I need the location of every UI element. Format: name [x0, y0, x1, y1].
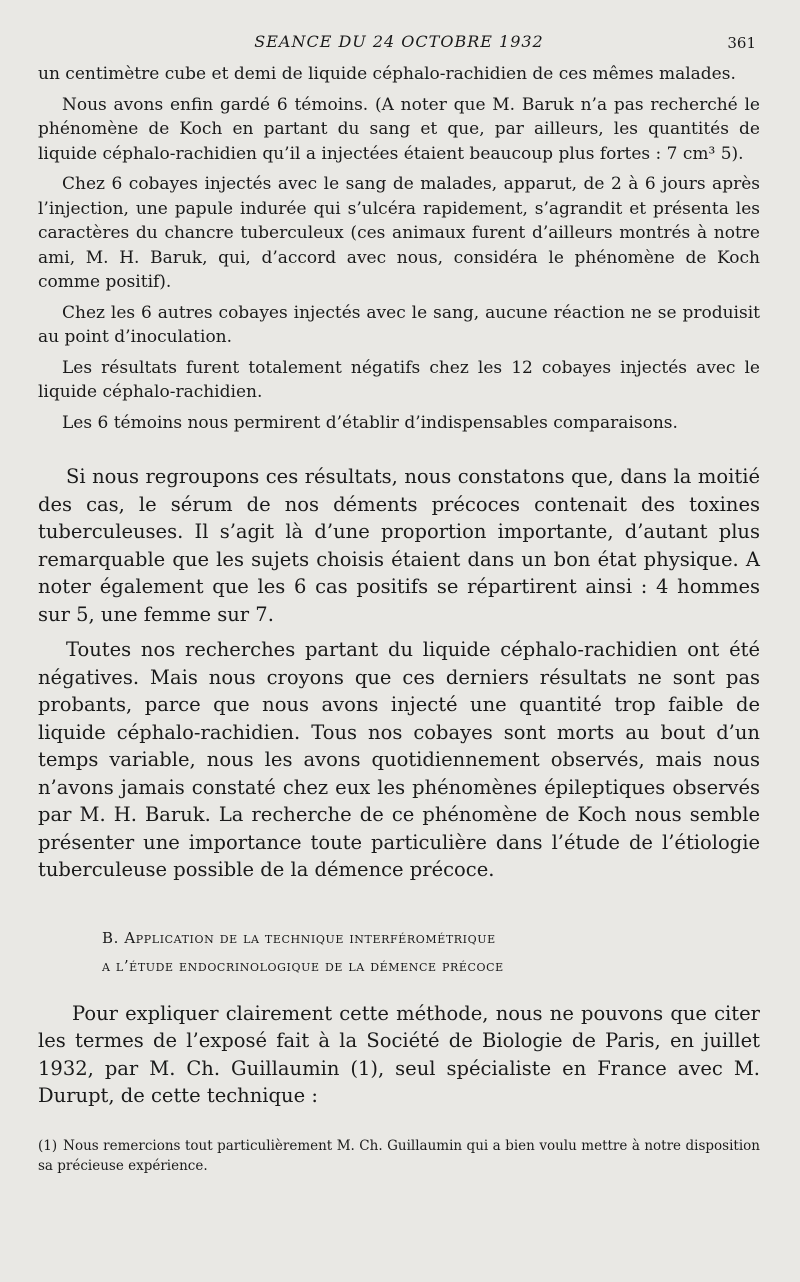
- paragraph: Les résultats furent totalement négatifs chez les 12 cobayes injectés avec le liquide céphalo-rachidien.: [38, 357, 760, 402]
- paragraph: Pour expliquer clairement cette méthode, nous ne pouvons que citer les termes de l’exposé fait à la Société de Biologie de Paris, en juillet 1932, par M. Ch. Guillaumin (1), seul spécialiste en France avec M. Durupt, de cette technique :: [38, 1001, 760, 1107]
- paragraph: Toutes nos recherches partant du liquide céphalo-rachidien ont été négatives. Mais nous croyons que ces derniers résultats ne sont pas probants, parce que nous avons injecté une quantité trop faible de liquide céphalo-rachidien. Tous nos cobayes sont morts au bout d’un temps variable, nous les avons quotidiennement observés, mais nous n’avons jamais constaté chez eux les phénomènes épileptiques observés par M. H. Baruk. La recherche de ce phénomène de Koch nous semble présenter une importance toute particulière dans l’étude de l’étiologie tuberculeuse possible de la démence précoce.: [38, 638, 760, 881]
- paragraph: Si nous regroupons ces résultats, nous constatons que, dans la moitié des cas, le sérum de nos déments précoces contenait des toxines tuberculeuses. Il s’agit là d’une proportion importante, d’autant plus remarquable que les sujets choisis étaient dans un bon état physique. A noter également que les 6 cas positifs se répartirent ainsi : 4 hommes sur 5, une femme sur 7.: [38, 465, 760, 626]
- section-heading: [38, 924, 760, 980]
- footnote-marker: (1): [38, 1137, 58, 1154]
- paragraph: Chez les 6 autres cobayes injectés avec le sang, aucune réaction ne se produisit au point d’inoculation.: [38, 302, 760, 347]
- paragraph: un centimètre cube et demi de liquide céphalo-rachidien de ces mêmes malades.: [38, 64, 736, 84]
- paragraph: Les 6 témoins nous permirent d’établir d’indispensables comparaisons.: [62, 412, 678, 433]
- closing-text-block: [38, 1000, 760, 1110]
- section-heading-line: a l’étude endocrinologique de la démence précoce: [102, 956, 504, 975]
- page-number: 361: [727, 34, 756, 52]
- footnote-text: Nous remercions tout particulièrement M. Ch. Guillaumin qui a bien voulu mettre à notre disposition sa précieuse expérience.: [38, 1137, 760, 1174]
- large-text-block: [38, 463, 760, 884]
- paragraph: Nous avons enfin gardé 6 témoins. (A noter que M. Baruk n’a pas recherché le phénomène de Koch en partant du sang et que, par ailleurs, les quantités de liquide céphalo-rachidien qu’il a injectées étaient beaucoup plus fortes : 7 cm³ 5).: [38, 94, 760, 164]
- section-heading-line: B. Application de la technique interférométrique: [102, 928, 496, 947]
- small-text-block: [38, 62, 760, 435]
- paragraph: Chez 6 cobayes injectés avec le sang de malades, apparut, de 2 à 6 jours après l’injection, une papule indurée qui s’ulcéra rapidement, s’agrandit et présenta les caractères du chancre tuberculeux (ces animaux furent d’ailleurs montrés à notre ami, M. H. Baruk, qui, d’accord avec nous, considéra le phénomène de Koch comme positif).: [38, 174, 760, 292]
- running-head: [38, 26, 760, 62]
- footnote: [38, 1136, 760, 1176]
- running-title: SEANCE DU 24 OCTOBRE 1932: [254, 32, 544, 51]
- spacer: [38, 441, 760, 463]
